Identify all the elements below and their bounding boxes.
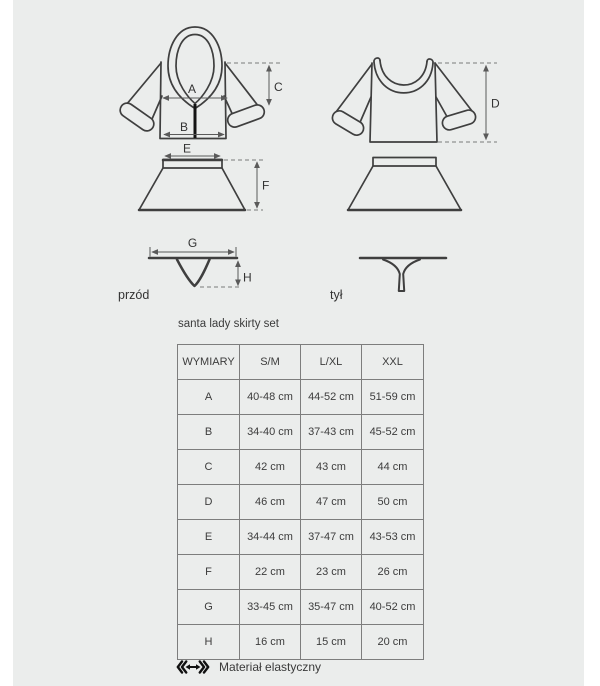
table-row [178, 415, 424, 450]
back-view-label: tył [330, 288, 343, 302]
dim-cell: B [178, 415, 240, 450]
value-cell: 42 cm [240, 450, 301, 485]
value-cell: 34-44 cm [240, 520, 301, 555]
dim-cell: G [178, 590, 240, 625]
header-size-xxl: XXL [362, 345, 424, 380]
size-table [177, 344, 424, 660]
value-cell: 43-53 cm [362, 520, 424, 555]
value-cell: 43 cm [301, 450, 362, 485]
value-cell: 22 cm [240, 555, 301, 590]
thong-front-drawing [118, 236, 252, 302]
dim-label-d: D [491, 96, 500, 111]
dim-label-e: E [182, 141, 192, 156]
value-cell: 47 cm [301, 485, 362, 520]
jacket-front-drawing [117, 27, 283, 139]
value-cell: 23 cm [301, 555, 362, 590]
dim-cell: F [178, 555, 240, 590]
table-row [178, 520, 424, 555]
header-size-lxl: L/XL [301, 345, 362, 380]
value-cell: 46 cm [240, 485, 301, 520]
dim-label-g: G [187, 236, 198, 250]
dim-label-c: C [274, 80, 283, 94]
table-row [178, 590, 424, 625]
top-back-drawing [330, 58, 500, 142]
dim-cell: D [178, 485, 240, 520]
value-cell: 51-59 cm [362, 380, 424, 415]
value-cell: 16 cm [240, 625, 301, 660]
header-wymiary: WYMIARY [178, 345, 240, 380]
skirt-back-drawing [348, 158, 461, 211]
dim-label-a: A [187, 82, 197, 96]
header-size-sm: S/M [240, 345, 301, 380]
value-cell: 35-47 cm [301, 590, 362, 625]
top-left-cuff [330, 108, 366, 138]
table-row [178, 485, 424, 520]
dim-cell: E [178, 520, 240, 555]
value-cell: 40-52 cm [362, 590, 424, 625]
value-cell: 37-43 cm [301, 415, 362, 450]
dim-label-f: F [262, 178, 270, 193]
dim-cell: H [178, 625, 240, 660]
size-table-header-row [178, 345, 424, 380]
table-row [178, 380, 424, 415]
jacket-left-cuff [117, 100, 156, 133]
dim-cell: A [178, 380, 240, 415]
value-cell: 50 cm [362, 485, 424, 520]
value-cell: 33-45 cm [240, 590, 301, 625]
table-row [178, 625, 424, 660]
value-cell: 37-47 cm [301, 520, 362, 555]
table-row [178, 555, 424, 590]
value-cell: 44-52 cm [301, 380, 362, 415]
elastic-stretch-icon [176, 660, 210, 674]
material-note-row [176, 659, 321, 675]
value-cell: 45-52 cm [362, 415, 424, 450]
dim-label-h: H [243, 270, 252, 285]
top-right-cuff [441, 108, 478, 131]
product-title: santa lady skirty set [178, 318, 279, 330]
table-row [178, 450, 424, 485]
value-cell: 34-40 cm [240, 415, 301, 450]
jacket-right-cuff [226, 103, 266, 129]
dim-cell: C [178, 450, 240, 485]
value-cell: 40-48 cm [240, 380, 301, 415]
front-view-label: przód [118, 288, 150, 302]
value-cell: 20 cm [362, 625, 424, 660]
value-cell: 15 cm [301, 625, 362, 660]
size-diagram [0, 0, 600, 312]
dim-label-b: B [179, 120, 189, 134]
thong-back-drawing [330, 258, 446, 302]
elastic-material-note: Materiał elastyczny [219, 660, 322, 674]
skirt-front-drawing [139, 142, 269, 211]
value-cell: 44 cm [362, 450, 424, 485]
value-cell: 26 cm [362, 555, 424, 590]
